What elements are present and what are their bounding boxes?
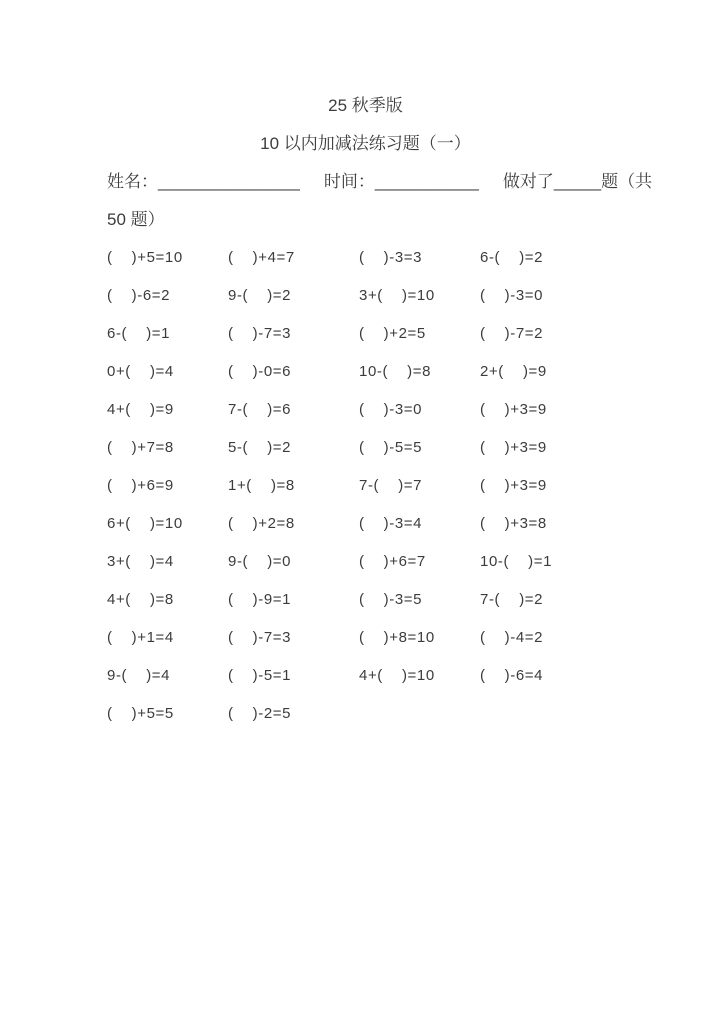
- header-info-line: [107, 163, 653, 201]
- problem-equation: ( )-6=2: [107, 287, 171, 304]
- problem-equation: 9-( )=4: [107, 667, 171, 684]
- problem-equation: ( )-9=1: [228, 591, 292, 608]
- problem-equation: 4+( )=9: [107, 401, 174, 418]
- problem-row: [107, 467, 624, 505]
- problem-equation: ( )-5=1: [228, 667, 292, 684]
- problem-equation: ( )-3=0: [480, 287, 544, 304]
- problem-row: [107, 429, 624, 467]
- problem-equation: ( )+3=9: [480, 401, 547, 418]
- problem-equation: ( )-2=5: [228, 705, 292, 722]
- problem-equation: ( )+4=7: [228, 249, 295, 266]
- time-blank: ___________: [374, 172, 479, 191]
- problem-row: [107, 277, 624, 315]
- problem-equation: ( )-3=4: [359, 515, 423, 532]
- problem-equation: ( )-3=5: [359, 591, 423, 608]
- problem-equation: ( )-3=0: [359, 401, 423, 418]
- problem-equation: ( )-6=4: [480, 667, 544, 684]
- problem-equation: 10-( )=1: [480, 553, 553, 570]
- problem-equation: ( )+6=7: [359, 553, 426, 570]
- problems-grid: [107, 239, 624, 733]
- problem-equation: 3+( )=10: [359, 287, 435, 304]
- problem-row: [107, 619, 624, 657]
- problem-row: [107, 391, 624, 429]
- problem-equation: ( )+5=5: [107, 705, 174, 722]
- edition-title: 25 秋季版: [328, 96, 403, 115]
- problem-equation: ( )-5=5: [359, 439, 423, 456]
- problem-row: [107, 543, 624, 581]
- problem-equation: ( )+2=8: [228, 515, 295, 532]
- score-tail: 题（共: [601, 172, 653, 191]
- name-field: [107, 163, 300, 201]
- problem-row: [107, 695, 624, 733]
- problem-row: [107, 657, 624, 695]
- worksheet-title: 10 以内加减法练习题（一）: [260, 134, 471, 153]
- problem-equation: 7-( )=7: [359, 477, 423, 494]
- problem-equation: 2+( )=9: [480, 363, 547, 380]
- problem-equation: 3+( )=4: [107, 553, 174, 570]
- score-field: [503, 163, 652, 201]
- problem-equation: 9-( )=2: [228, 287, 292, 304]
- score-label: 做对了: [502, 172, 554, 191]
- problem-equation: 1+( )=8: [228, 477, 295, 494]
- time-label: 时间：: [323, 172, 375, 191]
- problem-equation: ( )+8=10: [359, 629, 435, 646]
- name-blank: _______________: [158, 172, 300, 191]
- problem-equation: 9-( )=0: [228, 553, 292, 570]
- problem-equation: 6-( )=2: [480, 249, 544, 266]
- problem-equation: ( )-4=2: [480, 629, 544, 646]
- problem-row: [107, 581, 624, 619]
- problem-row: [107, 239, 624, 277]
- problem-equation: ( )-7=3: [228, 629, 292, 646]
- problem-equation: 7-( )=2: [480, 591, 544, 608]
- problem-row: [107, 315, 624, 353]
- problem-equation: 5-( )=2: [228, 439, 292, 456]
- problem-equation: 0+( )=4: [107, 363, 174, 380]
- problem-equation: ( )+5=10: [107, 249, 183, 266]
- problem-equation: 6+( )=10: [107, 515, 183, 532]
- problem-equation: 4+( )=10: [359, 667, 435, 684]
- problem-equation: ( )-7=3: [228, 325, 292, 342]
- problem-equation: 7-( )=6: [228, 401, 292, 418]
- problem-equation: 6-( )=1: [107, 325, 171, 342]
- problem-equation: ( )+3=9: [480, 477, 547, 494]
- time-field: [324, 163, 479, 201]
- name-label: 姓名：: [107, 172, 158, 191]
- problem-equation: ( )-3=3: [359, 249, 423, 266]
- problem-row: [107, 505, 624, 543]
- score-blank: _____: [553, 172, 602, 191]
- problem-equation: ( )-7=2: [480, 325, 544, 342]
- score-tail-line2: 50 题）: [107, 210, 165, 229]
- problem-row: [107, 353, 624, 391]
- problem-equation: ( )+7=8: [107, 439, 174, 456]
- problem-equation: ( )+6=9: [107, 477, 174, 494]
- problem-equation: 10-( )=8: [359, 363, 432, 380]
- problem-equation: ( )+3=8: [480, 515, 547, 532]
- problem-equation: ( )+1=4: [107, 629, 174, 646]
- problem-equation: ( )+3=9: [480, 439, 547, 456]
- problem-equation: 4+( )=8: [107, 591, 174, 608]
- problem-equation: ( )+2=5: [359, 325, 426, 342]
- problem-equation: ( )-0=6: [228, 363, 292, 380]
